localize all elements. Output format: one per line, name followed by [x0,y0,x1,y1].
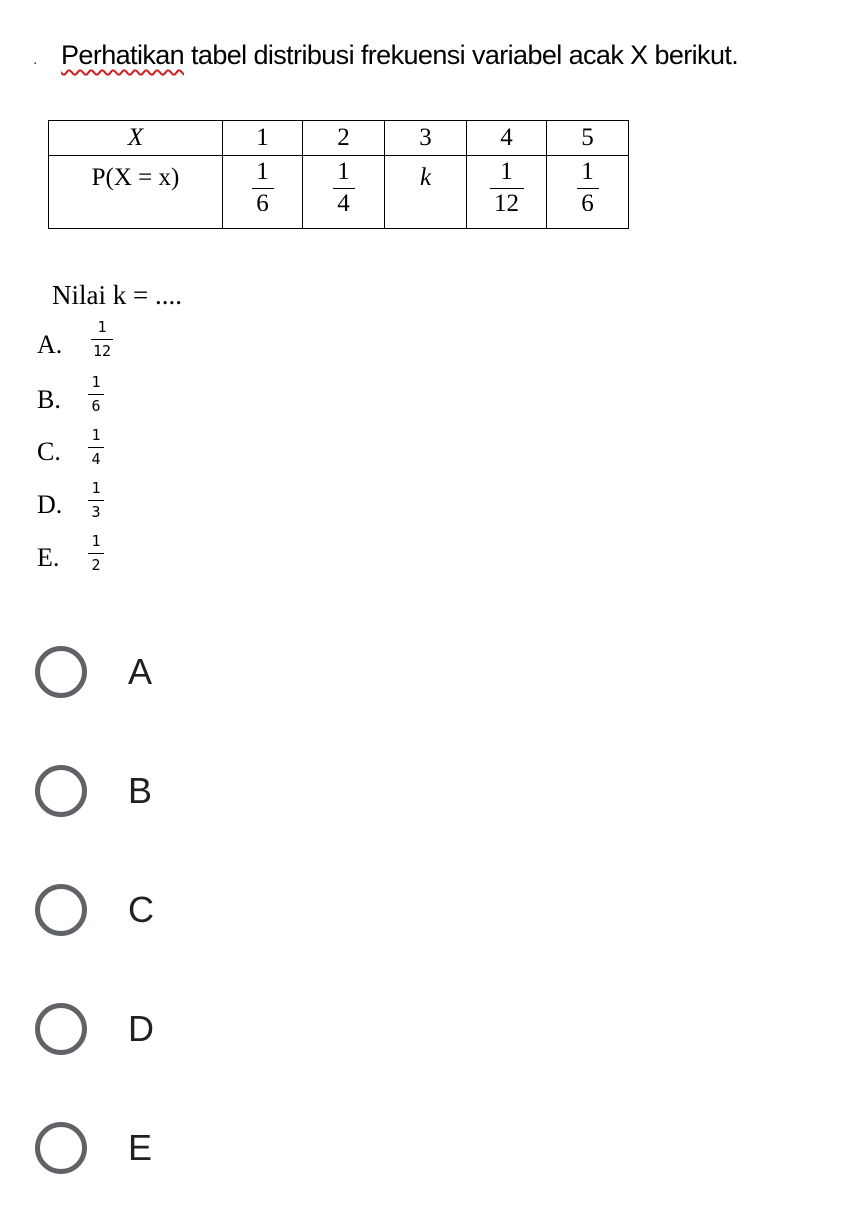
prob-cell-k: k [385,156,467,229]
fraction [333,156,355,211]
option-numerator: 1 [91,373,101,391]
choice-a[interactable] [0,617,843,727]
prob-cell [303,156,385,229]
fraction [577,156,599,211]
choice-label[interactable]: E [128,1127,153,1168]
option-letter: A. [37,330,63,359]
option-letter: C. [37,437,61,466]
option-denominator: 6 [91,397,101,415]
radio-button-b[interactable] [35,765,87,817]
fraction [252,156,274,211]
option-fraction [86,427,106,468]
header-value: 3 [385,121,467,156]
choice-label[interactable]: D [128,1008,154,1049]
choice-label[interactable]: B [128,770,153,811]
row-label: P(X = x) [49,156,223,229]
question-text-rest: tabel distribusi frekuensi variabel acak X berikut. [184,40,739,70]
fraction-numerator: 1 [581,158,594,185]
option-numerator: 1 [91,532,101,550]
prob-cell [223,156,303,229]
radio-button-c[interactable] [35,884,87,936]
option-letter: B. [37,385,61,414]
radio-button-a[interactable] [35,646,87,698]
header-value: 5 [547,121,629,156]
fraction-denominator: 6 [256,191,269,211]
choice-d[interactable] [0,971,843,1081]
choice-label[interactable]: C [128,889,154,930]
fraction [490,156,524,211]
choice-label[interactable]: A [128,651,153,692]
choice-c[interactable] [0,853,843,963]
table-header-row [49,121,629,156]
option-letter: D. [37,490,63,519]
option-fraction [86,480,106,521]
option-numerator: 1 [97,318,107,336]
header-value: 1 [223,121,303,156]
fraction-denominator: 6 [581,191,594,211]
prob-cell [467,156,547,229]
option-denominator: 12 [92,342,112,360]
fraction-denominator: 12 [494,191,519,211]
header-x-label: X [49,121,223,156]
question-text [61,40,738,71]
radio-button-d[interactable] [35,1003,87,1055]
fraction-numerator: 1 [256,158,269,185]
option-fraction [86,374,106,415]
option-fraction [89,319,115,360]
prob-cell [547,156,629,229]
header-value: 4 [467,121,547,156]
fraction-numerator: 1 [500,158,513,185]
choice-b[interactable] [0,735,843,845]
option-fraction [86,533,106,574]
spellcheck-word: Perhatikan [61,40,185,70]
option-denominator: 3 [91,503,101,521]
option-denominator: 4 [91,450,101,468]
choice-e[interactable] [0,1089,843,1199]
option-numerator: 1 [91,426,101,444]
option-denominator: 2 [91,556,101,574]
header-value: 2 [303,121,385,156]
table-prob-row [49,156,629,229]
option-letter: E. [37,543,60,572]
fraction-numerator: 1 [337,158,350,185]
question-prompt: Nilai k = .... [52,280,182,310]
fraction-denominator: 4 [337,191,350,211]
radio-button-e[interactable] [35,1122,87,1174]
option-numerator: 1 [91,479,101,497]
distribution-table [48,120,629,229]
question-bullet: . [33,51,38,68]
